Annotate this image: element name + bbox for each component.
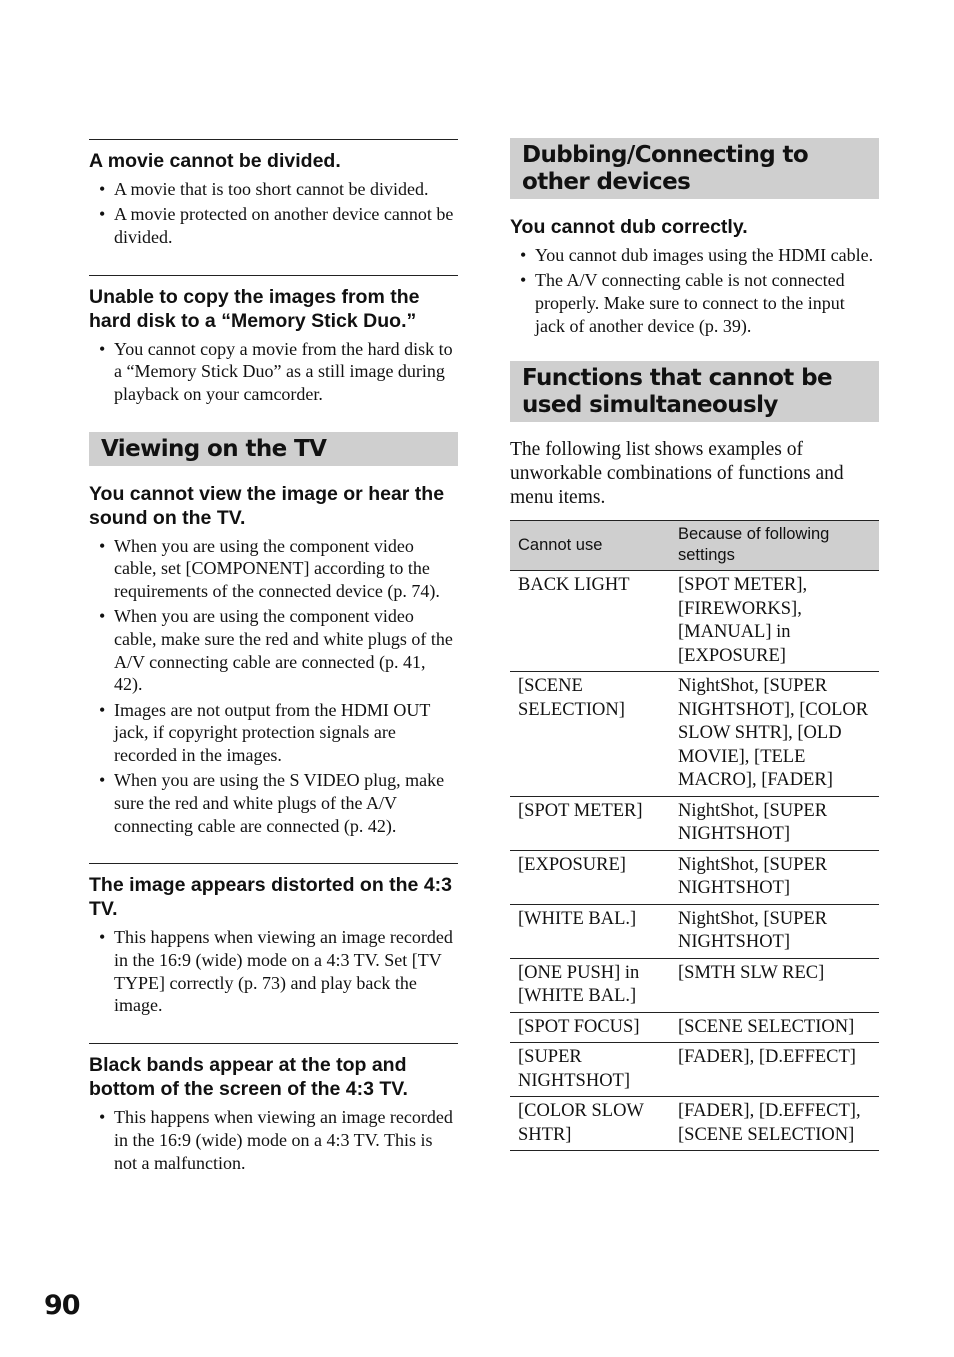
table-cell: [SMTH SLW REC] (670, 958, 879, 1012)
intro-paragraph: The following list shows examples of unworkable combinations of functions and menu items. (510, 439, 844, 509)
topic-title: Black bands appear at the top and bottom of the screen of the 4:3 TV. (89, 1054, 408, 1101)
bullet-item: • When you are using the component video cable, make sure the red and white plugs of the A/V connecting cable are connected (p. 41, 42). (89, 605, 458, 696)
topic-cannot-view (89, 482, 458, 838)
table-cell: [SPOT METER], [FIREWORKS], [MANUAL] in [EXPOSURE] (670, 571, 879, 672)
topic-title: You cannot view the image or hear the sound on the TV. (89, 482, 445, 529)
table-cell: NightShot, [SUPER NIGHTSHOT] (670, 850, 879, 904)
table-cell: [FADER], [D.EFFECT], [SCENE SELECTION] (670, 1097, 879, 1151)
table-cell: [WHITE BAL.] (510, 904, 670, 958)
section-heading-viewing-tv: Viewing on the TV (89, 432, 458, 466)
table-row (510, 850, 879, 904)
topic-title: Unable to copy the images from the hard disk to a “Memory Stick Duo.” (89, 285, 420, 332)
table-cell: [FADER], [D.EFFECT] (670, 1043, 879, 1097)
topic-title: You cannot dub correctly. (510, 216, 748, 238)
table-cell: [SCENE SELECTION] (510, 672, 670, 797)
table-cell: BACK LIGHT (510, 571, 670, 672)
section-heading-functions: Functions that cannot be used simultaneously (510, 361, 879, 422)
table-header-row (510, 521, 879, 571)
bullet-item: • When you are using the component video cable, set [COMPONENT] according to the requirements of the connected device (p. 74). (89, 535, 458, 603)
bullet-item: • A movie protected on another device cannot be divided. (89, 203, 458, 248)
bullet-item: • You cannot copy a movie from the hard disk to a “Memory Stick Duo” as a still image during playback on your camcorder. (89, 338, 458, 406)
column-header: Because of following settings (670, 521, 879, 571)
topic-title: A movie cannot be divided. (89, 150, 341, 172)
topic-cannot-dub (510, 215, 879, 337)
table-cell: [SCENE SELECTION] (670, 1012, 879, 1043)
table-row (510, 958, 879, 1012)
column-header: Cannot use (510, 521, 670, 571)
bullet-item: • A movie that is too short cannot be divided. (89, 178, 458, 201)
topic-black-bands (89, 1043, 458, 1174)
functions-table (510, 520, 879, 1151)
bullet-list (89, 178, 458, 249)
table-cell: [ONE PUSH] in [WHITE BAL.] (510, 958, 670, 1012)
table-cell: NightShot, [SUPER NIGHTSHOT] (670, 904, 879, 958)
right-column (510, 138, 879, 1151)
left-column (89, 139, 458, 1200)
table-cell: [SPOT METER] (510, 796, 670, 850)
table-cell: [COLOR SLOW SHTR] (510, 1097, 670, 1151)
bullet-list (89, 926, 458, 1017)
section-heading-dubbing: Dubbing/Connecting to other devices (510, 138, 879, 199)
table-row (510, 571, 879, 672)
table-row (510, 672, 879, 797)
bullet-list (89, 1106, 458, 1174)
table-cell: NightShot, [SUPER NIGHTSHOT] (670, 796, 879, 850)
bullet-item: • This happens when viewing an image recorded in the 16:9 (wide) mode on a 4:3 TV. This is not a malfunction. (89, 1106, 458, 1174)
bullet-list (89, 535, 458, 838)
table-row (510, 1012, 879, 1043)
table-row (510, 796, 879, 850)
table-row (510, 1097, 879, 1151)
topic-movie-divided (89, 139, 458, 249)
table-cell: [SPOT FOCUS] (510, 1012, 670, 1043)
bullet-item: • The A/V connecting cable is not connected properly. Make sure to connect to the input jack of another device (p. 39). (510, 269, 879, 337)
topic-distorted (89, 863, 458, 1017)
bullet-item: • You cannot dub images using the HDMI cable. (510, 244, 879, 267)
table-cell: NightShot, [SUPER NIGHTSHOT], [COLOR SLOW SHTR], [OLD MOVIE], [TELE MACRO], [FADER] (670, 672, 879, 797)
bullet-item: • Images are not output from the HDMI OUT jack, if copyright protection signals are recorded in the images. (89, 699, 458, 767)
bullet-item: • When you are using the S VIDEO plug, make sure the red and white plugs of the A/V connecting cable are connected (p. 42). (89, 769, 458, 837)
bullet-item: • This happens when viewing an image recorded in the 16:9 (wide) mode on a 4:3 TV. Set [TV TYPE] correctly (p. 73) and play back the image. (89, 926, 458, 1017)
page-number: 90 (44, 1290, 80, 1321)
table-cell: [SUPER NIGHTSHOT] (510, 1043, 670, 1097)
table-row (510, 1043, 879, 1097)
topic-title: The image appears distorted on the 4:3 TV. (89, 874, 452, 921)
table-row (510, 904, 879, 958)
bullet-list (510, 244, 879, 337)
topic-copy-images (89, 275, 458, 406)
bullet-list (89, 338, 458, 406)
table-cell: [EXPOSURE] (510, 850, 670, 904)
